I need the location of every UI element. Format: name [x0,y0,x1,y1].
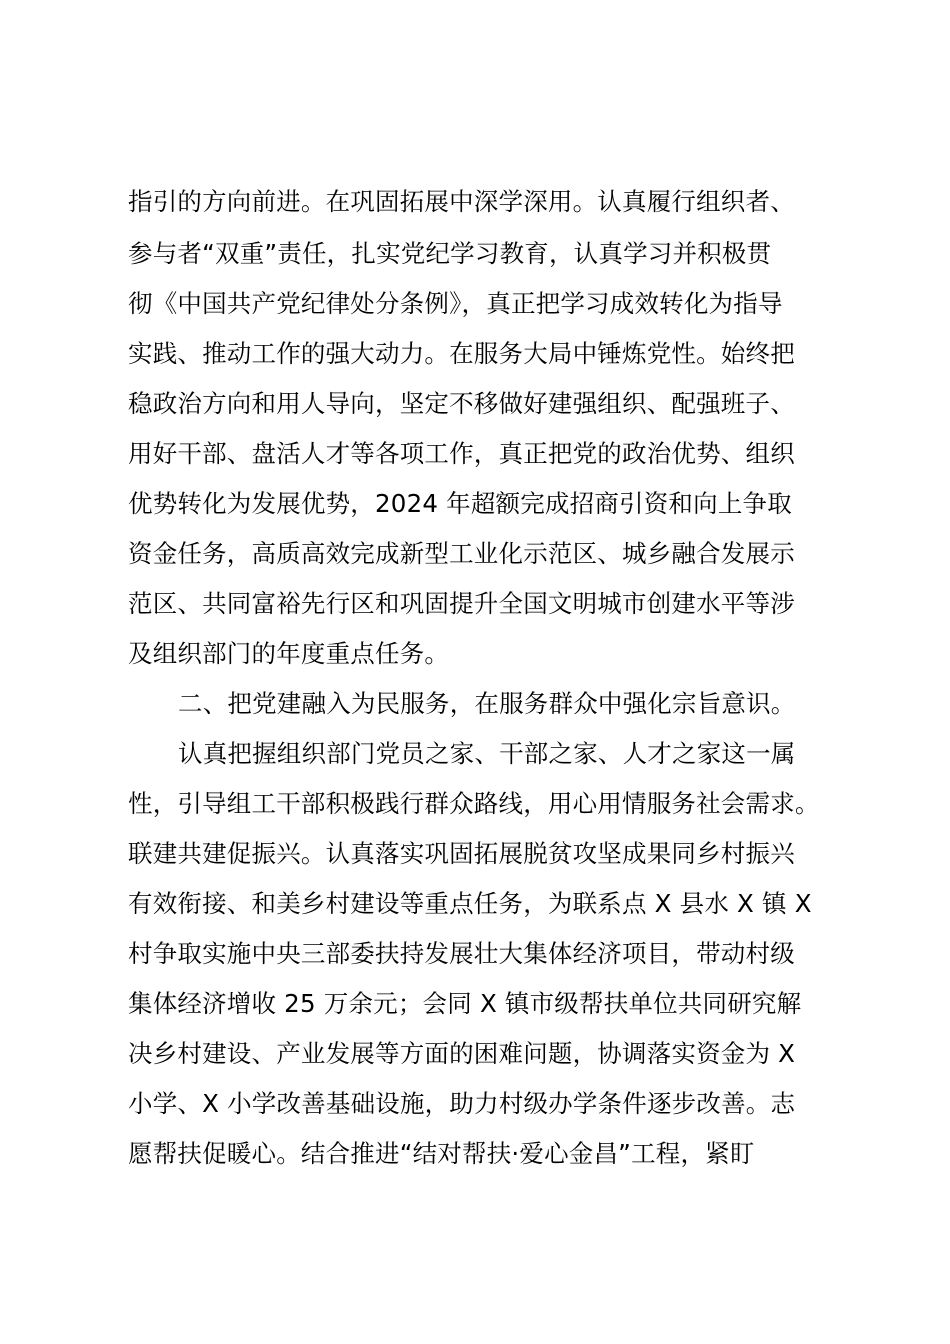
paragraph-line: 性，引导组工干部积极践行群众路线，用心用情服务社会需求。 [128,789,820,818]
paragraph-line: 参与者“双重”责任，扎实党纪学习教育，认真学习并积极贯 [128,239,772,268]
paragraph-line: 有效衔接、和美乡村建设等重点任务，为联系点 X 县水 X 镇 X [128,889,812,918]
paragraph-line: 实践、推动工作的强大动力。在服务大局中锤炼党性。始终把 [128,339,795,368]
paragraph-line: 用好干部、盘活人才等各项工作，真正把党的政治优势、组织 [128,439,795,468]
paragraph-line: 集体经济增收 25 万余元；会同 X 镇市级帮扶单位共同研究解 [128,989,802,1018]
paragraph-line: 指引的方向前进。在巩固拓展中深学深用。认真履行组织者、 [128,187,795,216]
paragraph-line: 愿帮扶促暖心。结合推进“结对帮扶·爱心金昌”工程，紧盯 [128,1139,755,1168]
paragraph-line: 村争取实施中央三部委扶持发展壮大集体经济项目，带动村级 [128,939,795,968]
paragraph-line: 小学、X 小学改善基础设施，助力村级办学条件逐步改善。志 [128,1089,796,1118]
paragraph-line: 认真把握组织部门党员之家、干部之家、人才之家这一属 [178,739,796,768]
paragraph-line: 彻《中国共产党纪律处分条例》，真正把学习成效转化为指导 [128,289,783,318]
paragraph-line: 优势转化为发展优势，2024 年超额完成招商引资和向上争取 [128,489,792,518]
paragraph-line: 及组织部门的年度重点任务。 [128,639,450,668]
paragraph-line: 稳政治方向和用人导向，坚定不移做好建强组织、配强班子、 [128,389,795,418]
paragraph-line: 决乡村建设、产业发展等方面的困难问题，协调落实资金为 X [128,1039,796,1068]
paragraph-line: 联建共建促振兴。认真落实巩固拓展脱贫攻坚成果同乡村振兴 [128,839,795,868]
paragraph-line: 资金任务，高质高效完成新型工业化示范区、城乡融合发展示 [128,539,795,568]
paragraph-line: 范区、共同富裕先行区和巩固提升全国文明城市创建水平等涉 [128,589,795,618]
section-heading: 二、把党建融入为民服务，在服务群众中强化宗旨意识。 [178,689,796,718]
